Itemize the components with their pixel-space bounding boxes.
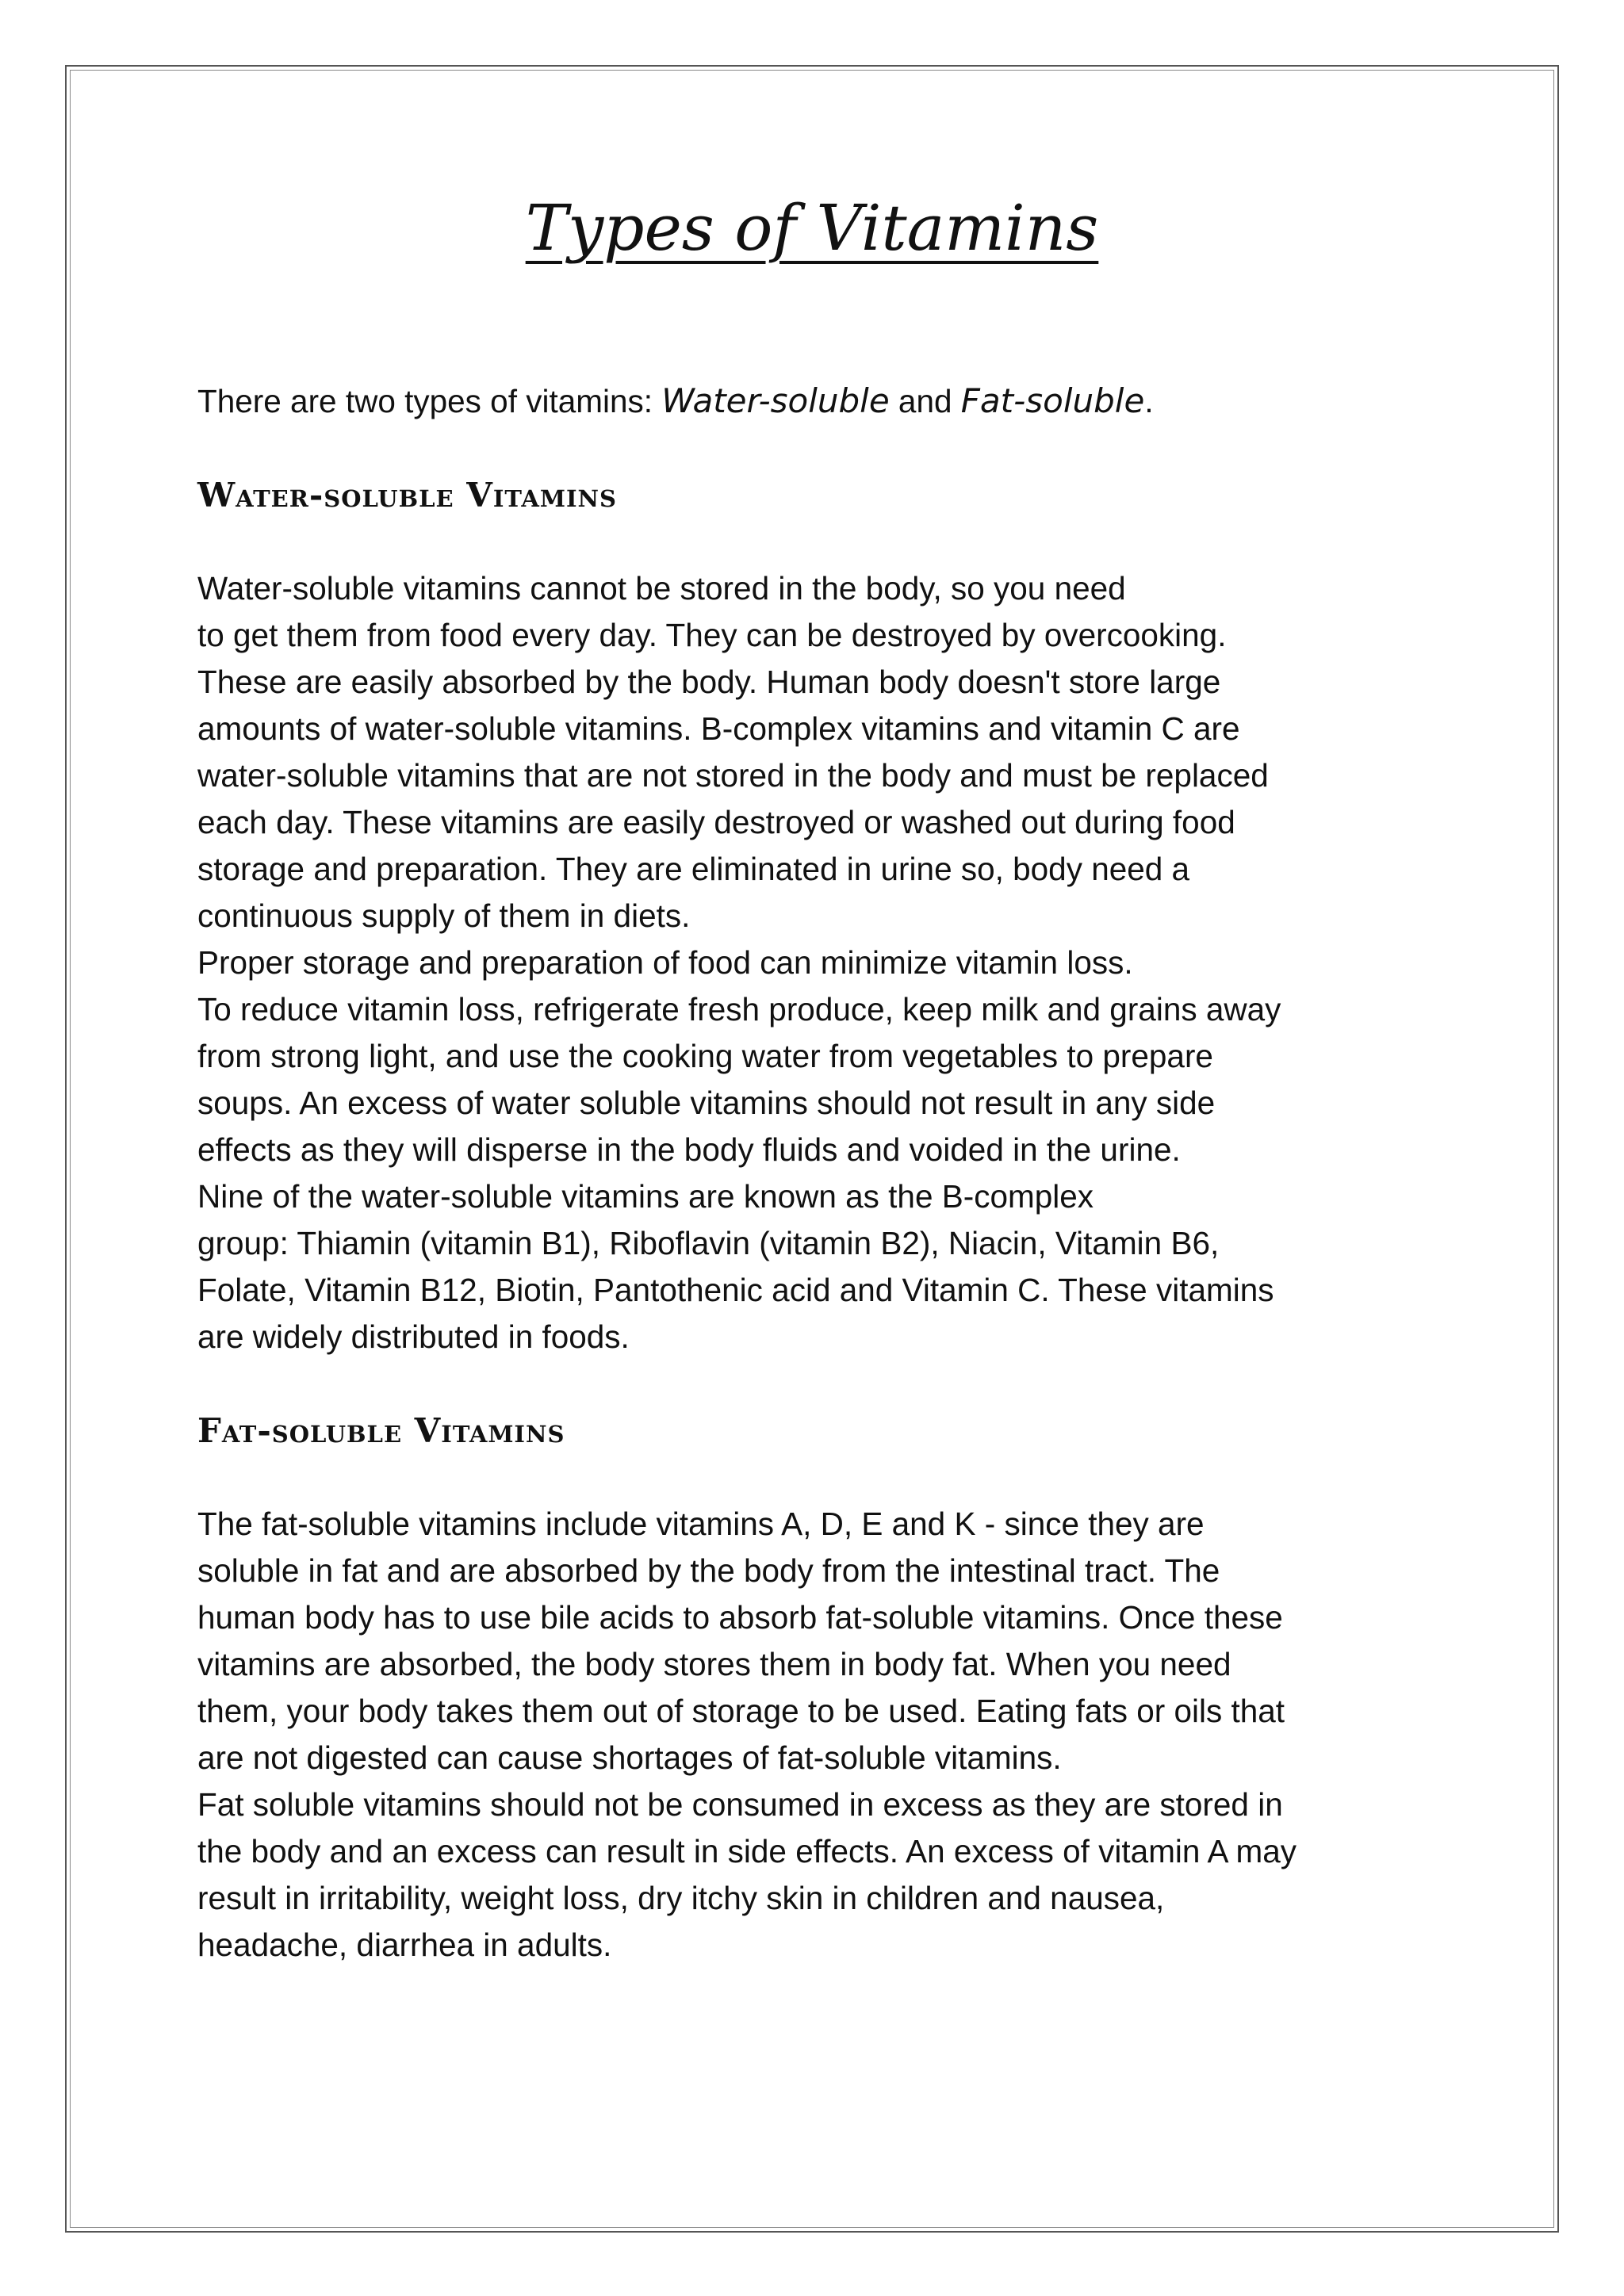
text-line: headache, diarrhea in adults. [197,1927,612,1963]
text-line: to get them from food every day. They can be destroyed by overcooking. [197,617,1227,653]
intro-suffix: . [1144,383,1154,419]
text-line: vitamins are absorbed, the body stores them in body fat. When you need [197,1646,1231,1682]
page-title-text: Types of Vitamins [525,191,1099,265]
text-line: water-soluble vitamins that are not stored in the body and must be replaced [197,757,1269,794]
spacer [197,1360,1450,1407]
text-line: Folate, Vitamin B12, Biotin, Pantothenic acid and Vitamin C. These vitamins [197,1272,1274,1308]
text-line: continuous supply of them in diets. [197,897,691,934]
text-line: group: Thiamin (vitamin B1), Riboflavin (vitamin B2), Niacin, Vitamin B6, [197,1225,1220,1261]
text-line: are not digested can cause shortages of fat-soluble vitamins. [197,1739,1062,1776]
section-body-fat-soluble [197,1501,1450,1969]
document-body [197,377,1450,1969]
text-line: effects as they will disperse in the body fluids and voided in the urine. [197,1131,1181,1168]
section-heading-water-soluble: Water-soluble Vitamins [197,476,617,515]
intro-type-fat: Fat-soluble [960,381,1145,420]
text-line: To reduce vitamin loss, refrigerate fresh produce, keep milk and grains away [197,991,1281,1027]
text-line: are widely distributed in foods. [197,1318,630,1355]
text-line: from strong light, and use the cooking water from vegetables to prepare [197,1038,1213,1074]
text-line: the body and an excess can result in side effects. An excess of vitamin A may [197,1833,1297,1869]
page-title [0,191,1624,265]
text-line: soluble in fat and are absorbed by the body from the intestinal tract. The [197,1552,1220,1589]
text-line: soups. An excess of water soluble vitamins should not result in any side [197,1085,1216,1121]
text-line: human body has to use bile acids to absorb fat-soluble vitamins. Once these [197,1599,1283,1636]
text-line: storage and preparation. They are eliminated in urine so, body need a [197,851,1190,887]
text-line: These are easily absorbed by the body. Human body doesn't store large [197,664,1221,700]
intro-paragraph [197,377,1450,425]
spacer [197,1454,1450,1501]
section-body-water-soluble [197,565,1450,1360]
intro-type-water: Water-soluble [661,381,890,420]
text-line: result in irritability, weight loss, dry itchy skin in children and nausea, [197,1880,1165,1916]
text-line: each day. These vitamins are easily destroyed or washed out during food [197,804,1235,840]
intro-prefix: There are two types of vitamins: [197,383,662,419]
text-line: Nine of the water-soluble vitamins are known as the B-complex [197,1178,1094,1215]
section-heading-fat-soluble: Fat-soluble Vitamins [197,1411,565,1450]
spacer [197,519,1450,565]
text-line: Fat soluble vitamins should not be consumed in excess as they are stored in [197,1786,1283,1823]
intro-joiner: and [889,383,961,419]
text-line: them, your body takes them out of storage to be used. Eating fats or oils that [197,1693,1285,1729]
text-line: Proper storage and preparation of food can minimize vitamin loss. [197,944,1133,981]
text-line: The fat-soluble vitamins include vitamins A, D, E and K - since they are [197,1506,1205,1542]
spacer [197,425,1450,472]
text-line: amounts of water-soluble vitamins. B-complex vitamins and vitamin C are [197,710,1240,747]
text-line: Water-soluble vitamins cannot be stored in the body, so you need [197,570,1126,607]
